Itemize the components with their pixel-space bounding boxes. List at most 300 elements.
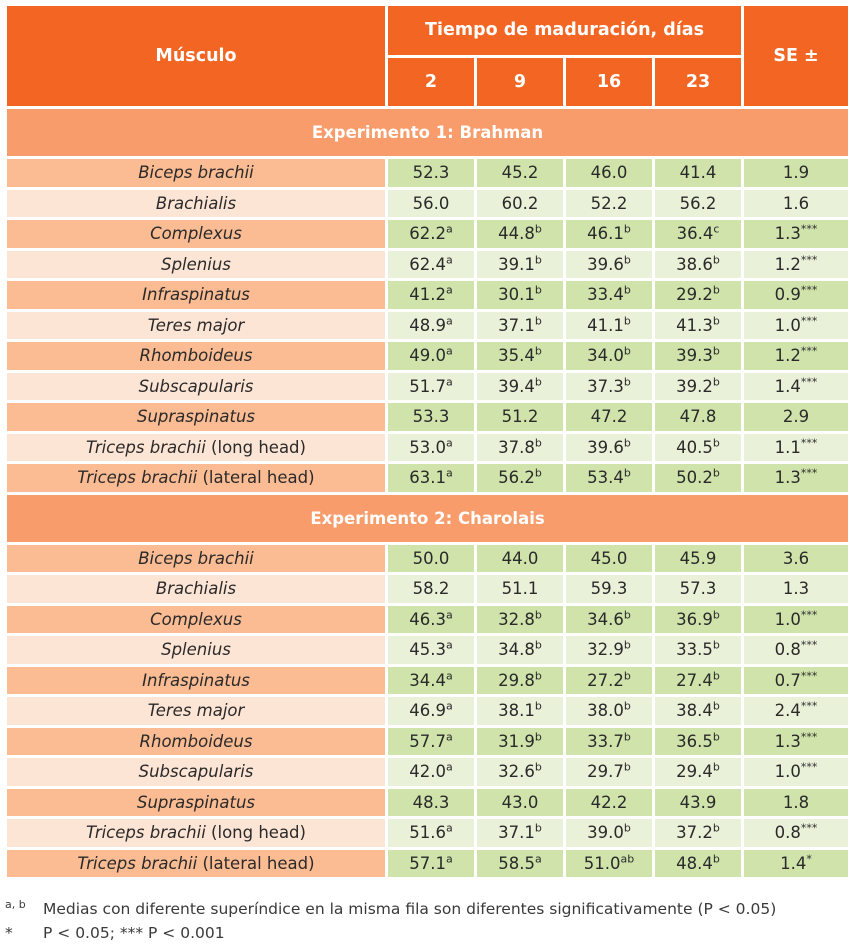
- superscript: b: [712, 669, 720, 683]
- superscript: b: [534, 436, 542, 450]
- muscle-name: [7, 667, 385, 695]
- value-cell: [388, 159, 474, 187]
- muscle-name: [7, 575, 385, 603]
- value-cell: [566, 636, 652, 664]
- muscle-name-text: Infraspinatus: [142, 285, 250, 305]
- value: 63.1: [409, 468, 446, 488]
- value-cell: [655, 434, 741, 462]
- muscle-name: [7, 159, 385, 187]
- muscle-name-text: Biceps brachii: [138, 163, 254, 183]
- value: 52.3: [412, 163, 450, 183]
- muscle-name-extra: (lateral head): [197, 853, 315, 873]
- value: 38.1: [498, 701, 535, 721]
- significance-mark: ***: [800, 253, 818, 267]
- value-cell: [566, 464, 652, 492]
- value-cell: [477, 636, 563, 664]
- table-body: [7, 109, 848, 877]
- value-cell: [566, 789, 652, 817]
- header-day: 16: [566, 58, 652, 107]
- value: 39.0: [587, 823, 624, 843]
- value-cell: [655, 312, 741, 340]
- value: 41.2: [409, 285, 446, 305]
- muscle-name-text: Infraspinatus: [142, 670, 250, 690]
- superscript: b: [623, 760, 631, 774]
- superscript: b: [623, 730, 631, 744]
- table-row: [7, 789, 848, 817]
- muscle-name-text: Teres major: [147, 701, 245, 721]
- value: 42.0: [409, 762, 446, 782]
- superscript: b: [712, 253, 720, 267]
- value-cell: [388, 545, 474, 573]
- value-cell: [566, 403, 652, 431]
- value: 39.4: [498, 376, 535, 396]
- value-cell: [477, 606, 563, 634]
- value-cell: [388, 728, 474, 756]
- muscle-name-extra: (lateral head): [197, 468, 315, 488]
- footnotes: [5, 897, 776, 945]
- value-cell: [388, 758, 474, 786]
- value-cell: [566, 819, 652, 847]
- muscle-name-text: Brachialis: [155, 579, 237, 599]
- experiment-header: [7, 109, 848, 156]
- se-cell: [744, 464, 848, 492]
- table-row: [7, 850, 848, 878]
- header-day: 2: [388, 58, 474, 107]
- superscript: a: [446, 608, 453, 622]
- value-cell: [655, 220, 741, 248]
- value-cell: [477, 403, 563, 431]
- muscle-name-text: Subscapularis: [138, 762, 254, 782]
- muscle-name: [7, 758, 385, 786]
- value: 37.3: [587, 376, 624, 396]
- value-cell: [388, 312, 474, 340]
- muscle-name-text: Rhomboideus: [139, 346, 253, 366]
- value-cell: [655, 697, 741, 725]
- superscript: b: [534, 283, 542, 297]
- significance-mark: ***: [800, 730, 818, 744]
- se-value: 1.2: [774, 346, 801, 366]
- muscle-name: [7, 312, 385, 340]
- se-value: 1.4: [774, 376, 801, 396]
- value: 38.4: [676, 701, 713, 721]
- value: 30.1: [498, 285, 535, 305]
- superscript: b: [623, 821, 631, 835]
- value-cell: [477, 220, 563, 248]
- value: 57.7: [409, 731, 446, 751]
- significance-mark: ***: [800, 344, 818, 358]
- value: 44.0: [501, 548, 539, 568]
- superscript: a: [446, 375, 453, 389]
- value-cell: [655, 606, 741, 634]
- value: 62.2: [409, 224, 446, 244]
- footnote-significance: [5, 921, 776, 945]
- value-cell: [477, 251, 563, 279]
- superscript: b: [712, 283, 720, 297]
- value: 33.7: [587, 731, 624, 751]
- superscript: b: [534, 730, 542, 744]
- superscript: a: [446, 821, 453, 835]
- muscle-name-text: Biceps brachii: [138, 548, 254, 568]
- table-row: [7, 545, 848, 573]
- se-cell: [744, 758, 848, 786]
- significance-mark: ***: [800, 638, 818, 652]
- value: 49.0: [409, 346, 446, 366]
- value: 39.3: [676, 346, 713, 366]
- table-row: [7, 575, 848, 603]
- value-cell: [477, 728, 563, 756]
- se-cell: [744, 159, 848, 187]
- superscript: b: [623, 283, 631, 297]
- superscript: b: [712, 436, 720, 450]
- value-cell: [566, 758, 652, 786]
- table-row: [7, 758, 848, 786]
- value-cell: [655, 667, 741, 695]
- value-cell: [388, 636, 474, 664]
- value: 29.8: [498, 670, 535, 690]
- superscript: a: [446, 730, 453, 744]
- se-value: 1.0: [774, 315, 801, 335]
- value-cell: [566, 251, 652, 279]
- value: 51.6: [409, 823, 446, 843]
- footnote-text: P < 0.05; *** P < 0.001: [43, 924, 225, 942]
- value-cell: [388, 190, 474, 218]
- muscle-name: [7, 819, 385, 847]
- superscript: b: [534, 375, 542, 389]
- muscle-name-text: Splenius: [161, 254, 231, 274]
- value: 39.6: [587, 254, 624, 274]
- superscript: b: [623, 222, 631, 236]
- superscript: a: [446, 852, 453, 866]
- value-cell: [566, 220, 652, 248]
- superscript: b: [712, 608, 720, 622]
- se-value: 1.3: [774, 731, 801, 751]
- value-cell: [388, 819, 474, 847]
- se-cell: [744, 636, 848, 664]
- value-cell: [477, 758, 563, 786]
- se-cell: [744, 697, 848, 725]
- se-cell: [744, 789, 848, 817]
- se-cell: [744, 606, 848, 634]
- superscript: b: [623, 608, 631, 622]
- superscript: c: [713, 222, 720, 236]
- muscle-name-text: Brachialis: [155, 193, 237, 213]
- value-cell: [566, 667, 652, 695]
- superscript: b: [534, 222, 542, 236]
- superscript: b: [712, 852, 720, 866]
- value-cell: [388, 251, 474, 279]
- value: 47.2: [590, 407, 628, 427]
- value: 32.9: [587, 640, 624, 660]
- value: 53.4: [587, 468, 624, 488]
- value: 48.4: [676, 853, 713, 873]
- value: 43.0: [501, 792, 539, 812]
- se-cell: [744, 403, 848, 431]
- superscript: b: [534, 699, 542, 713]
- value-cell: [388, 464, 474, 492]
- table-row: [7, 312, 848, 340]
- significance-mark: ***: [800, 821, 818, 835]
- value: 45.0: [590, 548, 628, 568]
- value-cell: [388, 281, 474, 309]
- value-cell: [388, 850, 474, 878]
- value: 57.1: [409, 853, 446, 873]
- value: 39.6: [587, 437, 624, 457]
- value-cell: [477, 434, 563, 462]
- significance-mark: *: [806, 852, 812, 866]
- value: 37.2: [676, 823, 713, 843]
- se-cell: [744, 667, 848, 695]
- experiment-header: [7, 495, 848, 542]
- se-value: 2.4: [774, 701, 801, 721]
- superscript: b: [623, 699, 631, 713]
- se-value: 0.7: [774, 670, 801, 690]
- superscript: a: [446, 253, 453, 267]
- value-cell: [566, 606, 652, 634]
- superscript: b: [534, 821, 542, 835]
- value-cell: [388, 789, 474, 817]
- superscript: b: [623, 638, 631, 652]
- value: 41.3: [676, 315, 713, 335]
- se-value: 0.8: [774, 640, 801, 660]
- muscle-name: [7, 636, 385, 664]
- value-cell: [655, 403, 741, 431]
- superscript: b: [534, 253, 542, 267]
- experiment-title: Experimento 1: Brahman: [7, 109, 848, 156]
- superscript: b: [712, 699, 720, 713]
- value-cell: [477, 312, 563, 340]
- se-cell: [744, 220, 848, 248]
- table-row: [7, 220, 848, 248]
- value-cell: [388, 434, 474, 462]
- value-cell: [655, 281, 741, 309]
- muscle-name: [7, 220, 385, 248]
- value-cell: [477, 373, 563, 401]
- header-day: 23: [655, 58, 741, 107]
- value-cell: [655, 464, 741, 492]
- value-cell: [655, 850, 741, 878]
- value: 41.1: [587, 315, 624, 335]
- superscript: a: [446, 638, 453, 652]
- muscle-name: [7, 728, 385, 756]
- value: 41.4: [679, 163, 717, 183]
- value: 34.0: [587, 346, 624, 366]
- superscript: b: [534, 669, 542, 683]
- value: 29.4: [676, 762, 713, 782]
- value-cell: [566, 697, 652, 725]
- se-value: 1.3: [774, 468, 801, 488]
- superscript: b: [534, 608, 542, 622]
- muscle-name: [7, 190, 385, 218]
- superscript: a: [446, 344, 453, 358]
- muscle-name-text: Supraspinatus: [136, 792, 256, 812]
- value: 37.1: [498, 315, 535, 335]
- header-day: 9: [477, 58, 563, 107]
- superscript: a: [446, 760, 453, 774]
- value: 50.0: [412, 548, 450, 568]
- superscript: b: [623, 253, 631, 267]
- se-value: 1.2: [774, 254, 801, 274]
- value-cell: [655, 251, 741, 279]
- value-cell: [655, 758, 741, 786]
- footnote-mark: *: [5, 924, 13, 942]
- value-cell: [477, 819, 563, 847]
- value-cell: [566, 159, 652, 187]
- results-table: [4, 3, 851, 880]
- se-cell: [744, 434, 848, 462]
- value-cell: [566, 850, 652, 878]
- muscle-name: [7, 789, 385, 817]
- value: 56.2: [498, 468, 535, 488]
- value-cell: [477, 342, 563, 370]
- header-se: SE ±: [744, 6, 848, 106]
- value-cell: [477, 159, 563, 187]
- value: 27.4: [676, 670, 713, 690]
- value-cell: [477, 575, 563, 603]
- value: 38.0: [587, 701, 624, 721]
- se-cell: [744, 281, 848, 309]
- value-cell: [655, 190, 741, 218]
- value: 36.4: [676, 224, 714, 244]
- superscript: b: [534, 638, 542, 652]
- muscle-name-text: Teres major: [147, 315, 245, 335]
- value-cell: [566, 342, 652, 370]
- superscript: b: [534, 314, 542, 328]
- value: 51.7: [409, 376, 446, 396]
- value: 36.5: [676, 731, 713, 751]
- significance-mark: ***: [800, 375, 818, 389]
- significance-mark: ***: [800, 699, 818, 713]
- table-row: [7, 464, 848, 492]
- muscle-name-text: Complexus: [150, 224, 242, 244]
- table-row: [7, 342, 848, 370]
- header-muscle: Músculo: [7, 6, 385, 106]
- superscript: a: [446, 314, 453, 328]
- value: 58.5: [498, 853, 535, 873]
- value: 62.4: [409, 254, 446, 274]
- value-cell: [655, 789, 741, 817]
- value-cell: [388, 403, 474, 431]
- muscle-name-text: Supraspinatus: [136, 407, 256, 427]
- se-cell: [744, 190, 848, 218]
- value: 35.4: [498, 346, 535, 366]
- footnote-mark: a, b: [5, 897, 26, 911]
- value-cell: [655, 545, 741, 573]
- muscle-name: [7, 373, 385, 401]
- table-row: [7, 667, 848, 695]
- table-row: [7, 190, 848, 218]
- value: 53.3: [412, 407, 450, 427]
- se-cell: [744, 373, 848, 401]
- value-cell: [655, 636, 741, 664]
- superscript: b: [623, 436, 631, 450]
- value-cell: [566, 281, 652, 309]
- value-cell: [477, 697, 563, 725]
- value: 56.2: [679, 193, 717, 213]
- se-value: 0.8: [774, 823, 801, 843]
- se-value: 1.0: [774, 609, 801, 629]
- value: 51.2: [501, 407, 539, 427]
- value-cell: [655, 159, 741, 187]
- muscle-name: [7, 606, 385, 634]
- value: 27.2: [587, 670, 624, 690]
- value-cell: [388, 697, 474, 725]
- experiment-title: Experimento 2: Charolais: [7, 495, 848, 542]
- header-time: Tiempo de maduración, días: [388, 6, 741, 55]
- table-row: [7, 403, 848, 431]
- value: 46.1: [587, 224, 624, 244]
- value: 42.2: [590, 792, 628, 812]
- value: 34.4: [409, 670, 446, 690]
- superscript: b: [712, 466, 720, 480]
- value: 36.9: [676, 609, 713, 629]
- se-cell: [744, 312, 848, 340]
- table-row: [7, 606, 848, 634]
- muscle-name-text: Complexus: [150, 609, 242, 629]
- value-cell: [477, 190, 563, 218]
- value-cell: [477, 464, 563, 492]
- table-row: [7, 281, 848, 309]
- significance-mark: ***: [800, 608, 818, 622]
- superscript: b: [712, 638, 720, 652]
- value: 29.7: [587, 762, 624, 782]
- superscript: b: [623, 344, 631, 358]
- value: 57.3: [679, 579, 717, 599]
- se-value: 3.6: [782, 548, 810, 568]
- value-cell: [655, 575, 741, 603]
- superscript: b: [712, 344, 720, 358]
- superscript: b: [712, 375, 720, 389]
- superscript: b: [534, 760, 542, 774]
- value-cell: [655, 728, 741, 756]
- value-cell: [388, 606, 474, 634]
- se-cell: [744, 342, 848, 370]
- value: 34.6: [587, 609, 624, 629]
- superscript: b: [623, 466, 631, 480]
- value: 52.2: [590, 193, 628, 213]
- superscript: b: [623, 314, 631, 328]
- significance-mark: ***: [800, 760, 818, 774]
- footnote-text: Medias con diferente superíndice en la misma fila son diferentes significativamente (P < 0.05): [43, 900, 777, 918]
- value-cell: [388, 667, 474, 695]
- value-cell: [566, 728, 652, 756]
- value-cell: [477, 281, 563, 309]
- significance-mark: ***: [800, 314, 818, 328]
- value-cell: [477, 789, 563, 817]
- value-cell: [566, 373, 652, 401]
- se-value: 1.9: [782, 163, 810, 183]
- value: 37.1: [498, 823, 535, 843]
- muscle-name: [7, 342, 385, 370]
- value: 29.2: [676, 285, 713, 305]
- table-row: [7, 636, 848, 664]
- se-value: 1.6: [782, 193, 810, 213]
- se-value: 1.4: [780, 853, 807, 873]
- superscript: b: [623, 375, 631, 389]
- superscript: a: [446, 436, 453, 450]
- superscript: b: [534, 344, 542, 358]
- se-value: 2.9: [782, 407, 810, 427]
- value-cell: [655, 342, 741, 370]
- muscle-name: [7, 403, 385, 431]
- se-value: 1.8: [782, 792, 810, 812]
- se-cell: [744, 251, 848, 279]
- table-row: [7, 251, 848, 279]
- se-value: 1.0: [774, 762, 801, 782]
- se-cell: [744, 850, 848, 878]
- table-row: [7, 434, 848, 462]
- muscle-name: [7, 850, 385, 878]
- value: 32.8: [498, 609, 535, 629]
